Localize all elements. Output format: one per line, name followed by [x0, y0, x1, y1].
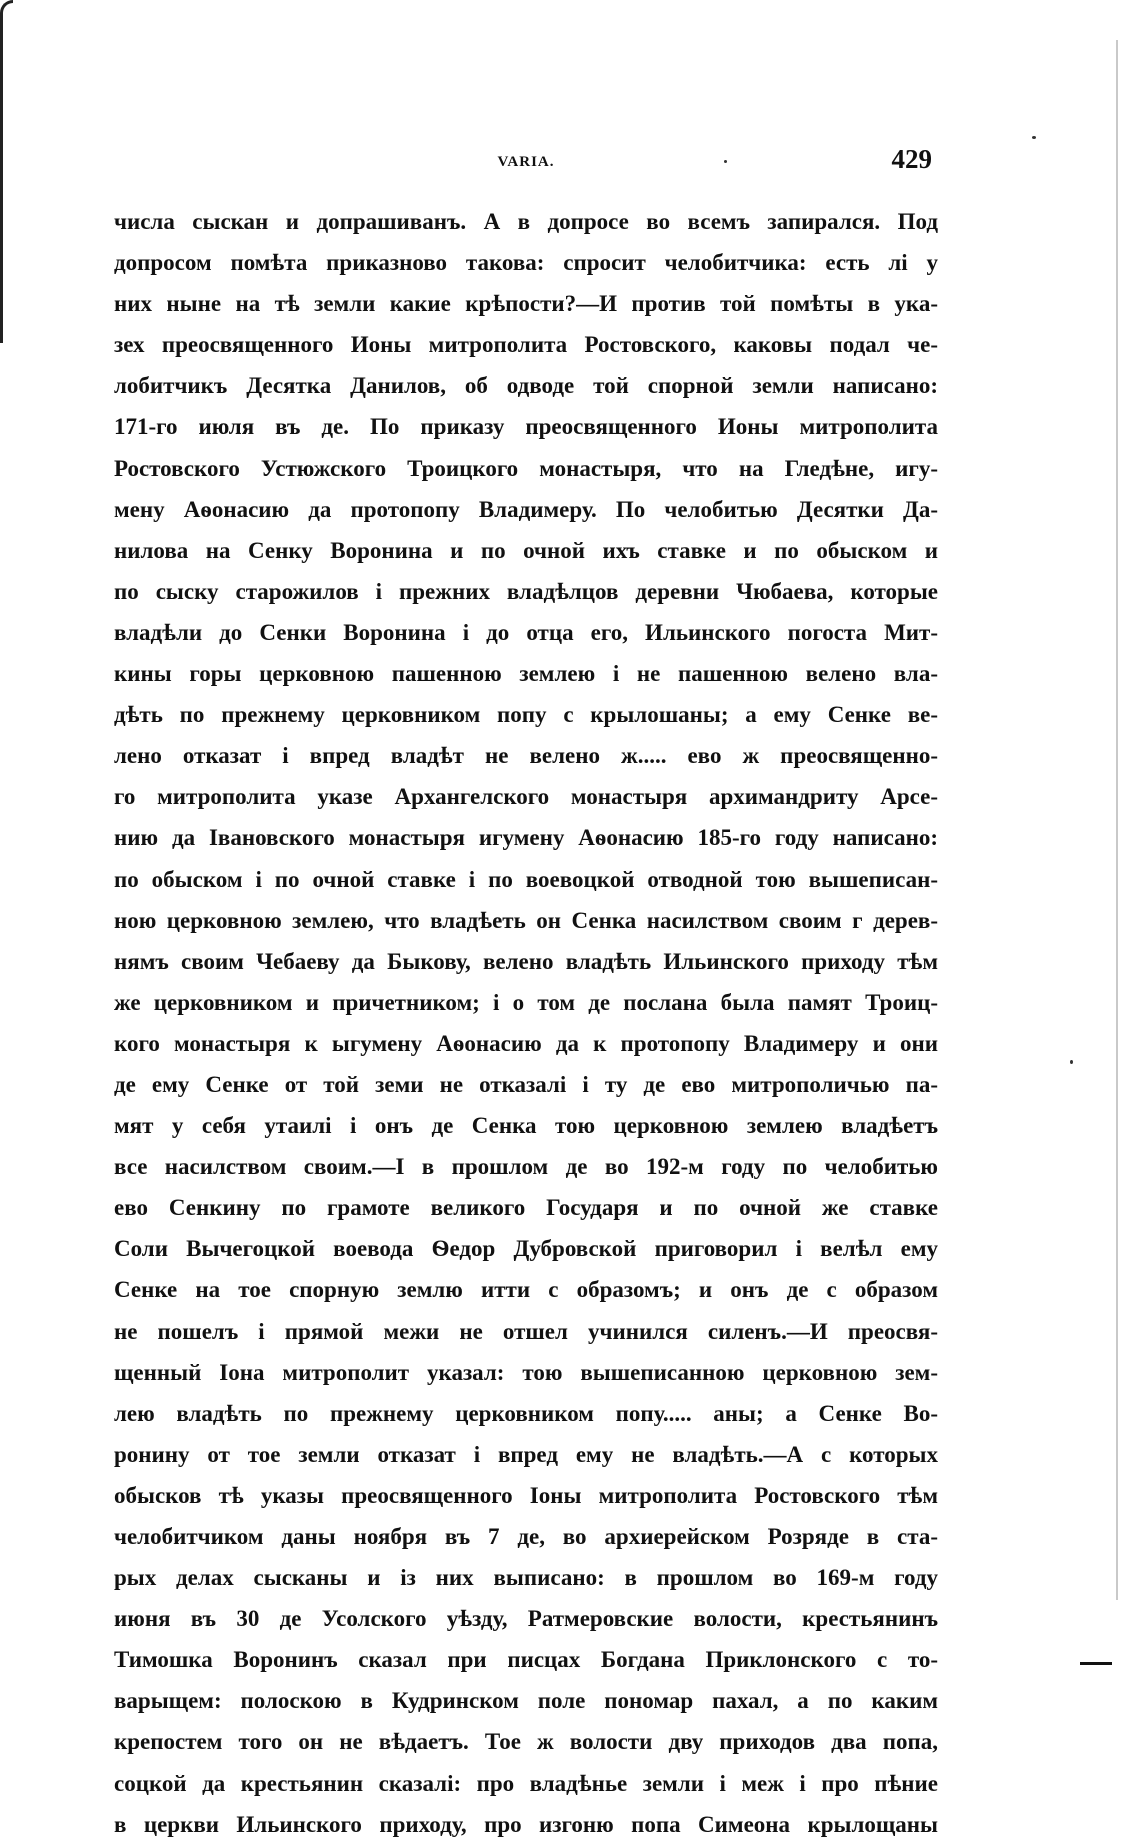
text-line: кого монастыря к ыгумену Аѳонасию да к протопопу Владимеру и они — [114, 1030, 938, 1056]
text-line: челобитчиком даны ноября въ 7 де, во архиерейском Розряде в ста- — [114, 1524, 938, 1549]
text-line: варыщем: полоскою в Кудринском поле пономар пахал, а по каким — [114, 1688, 938, 1714]
text-line: дѣть по прежнему церковником попу с крылошаны; а ему Сенке ве- — [114, 702, 938, 728]
margin-dash — [1080, 1662, 1112, 1665]
scan-speck — [1070, 1060, 1073, 1064]
text-line: де ему Сенке от той земи не отказалі і ту де ево митрополичью па- — [114, 1071, 938, 1097]
text-line: мят у себя утаилі і онъ де Сенка тою церковною землею владѣетъ — [114, 1113, 938, 1139]
text-line: лобитчикъ Десятка Данилов, об одводе той спорной земли написано: — [114, 373, 938, 399]
text-line: щенный Іона митрополит указал: тою вышеписанною церковною зем- — [114, 1359, 938, 1385]
page-number: 429 — [891, 144, 932, 174]
text-line: ронину от тое земли отказат і впред ему не владѣть.—А с которых — [114, 1441, 938, 1467]
text-line: мену Аѳонасию да протопопу Владимеру. По челобитью Десятки Да- — [114, 496, 938, 522]
text-line: лею владѣть по прежнему церковником попу..... аны; а Сенке Во- — [114, 1400, 938, 1426]
text-line: владѣли до Сенки Воронина і до отца его, Ильинского погоста Мит- — [114, 619, 938, 645]
scan-edge-left — [0, 0, 13, 343]
text-line: го митрополита указе Архангелского монастыря архимандриту Арсе- — [114, 784, 938, 810]
text-line: соцкой да крестьянин сказалі: про владѣнье земли і меж і про пѣние — [114, 1770, 938, 1796]
text-line: не пошелъ і прямой межи не отшел учинился силенъ.—И преосвя- — [114, 1318, 938, 1344]
scan-edge-right — [1116, 40, 1118, 1600]
text-line: них ныне на тѣ земли какие крѣпости?—И против той помѣты в ука- — [114, 291, 938, 317]
scan-speck — [724, 160, 727, 163]
text-line: в церкви Ильинского приходу, про изгоню попа Симеона крылощаны — [114, 1811, 938, 1837]
text-line: нию да Івановского монастыря игумену Аѳонасию 185-го году написано: — [114, 825, 938, 851]
text-line: крепостем того он не вѣдаетъ. Тое ж волости дву приходов два попа, — [114, 1729, 938, 1755]
text-line: обысков тѣ указы преосвященного Іоны митрополита Ростовского тѣм — [114, 1482, 938, 1508]
text-line: по сыску старожилов і прежних владѣлцов деревни Чюбаева, которые — [114, 578, 938, 604]
text-line: нямъ своим Чебаеву да Быкову, велено владѣть Ильинского приходу тѣм — [114, 948, 938, 974]
text-line: Соли Вычегоцкой воевода Ѳедор Дубровской приговорил і велѣл ему — [114, 1236, 938, 1262]
text-line: зех преосвященного Ионы митрополита Ростовского, каковы подал че- — [114, 332, 938, 358]
body-text — [114, 201, 938, 1845]
text-line: лено отказат і впред владѣт не велено ж..... ево ж преосвященно- — [114, 743, 938, 769]
text-line: Сенке на тое спорную землю итти с образомъ; и онъ де с образом — [114, 1277, 938, 1303]
running-head-title: VARIA. — [497, 154, 555, 170]
text-line: кины горы церковною пашенною землею і не пашенною велено вла- — [114, 661, 938, 687]
text-line: нилова на Сенку Воронина и по очной ихъ ставке и по обыском и — [114, 537, 938, 563]
scan-speck — [1032, 136, 1036, 139]
text-line: Тимошка Воронинъ сказал при писцах Богдана Приклонского с то- — [114, 1647, 938, 1673]
text-line: допросом помѣта приказново такова: спросит челобитчика: есть лі у — [114, 250, 938, 276]
text-line: по обыском і по очной ставке і по воевоцкой отводной тою вышеписан- — [114, 866, 938, 892]
text-line: все насилством своим.—І в прошлом де во 192-м году по челобитью — [114, 1154, 938, 1180]
running-head — [114, 144, 938, 180]
text-line: числа сыскан и допрашиванъ. А в допросе во всемъ запирался. Под — [114, 209, 938, 234]
text-line: 171-го июля въ де. По приказу преосвященного Ионы митрополита — [114, 414, 938, 440]
text-line: же церковником и причетником; і о том де послана была памят Троиц- — [114, 989, 938, 1015]
text-line: Ростовского Устюжского Троицкого монастыря, что на Гледѣне, игу- — [114, 455, 938, 481]
text-line: ево Сенкину по грамоте великого Государя и по очной же ставке — [114, 1195, 938, 1221]
text-line: рых делах сысканы и із них выписано: в прошлом во 169-м году — [114, 1565, 938, 1591]
text-line: ною церковною землею, что владѣеть он Сенка насилством своим г дерев- — [114, 907, 938, 933]
text-line: июня въ 30 де Усолского уѣзду, Ратмеровские волости, крестьянинъ — [114, 1606, 938, 1632]
